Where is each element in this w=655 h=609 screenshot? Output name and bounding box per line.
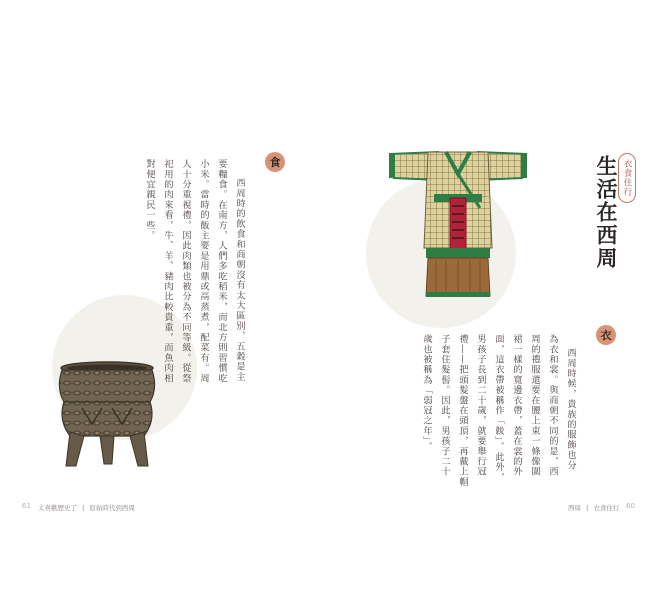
left-footer [38, 503, 135, 512]
title-category-tag: 衣食住行 [618, 153, 636, 203]
footer-separator: | [82, 504, 85, 512]
clothing-section-badge: 衣 [596, 325, 616, 345]
left-column-6: 對便宜親民一些。 [144, 159, 155, 241]
left-column-1: 西周時的飲食和商朝沒有太大區別，五穀是主 [234, 178, 245, 382]
footer-section: 衣食住行 [593, 504, 620, 512]
footer-separator: | [586, 504, 589, 512]
right-page-number: 60 [626, 502, 635, 510]
page-title: 生活在西周 [594, 155, 618, 270]
right-column-2: 為衣和裳。與商朝不同的是，西 [547, 334, 558, 477]
food-section-badge: 食 [265, 152, 285, 172]
right-column-3: 周的禮服還要在腰上束一條像圍 [529, 334, 540, 477]
right-column-5: 面，這衣帶被稱作「韍」。此外， [493, 334, 504, 483]
left-column-3: 小米。當時的飯主要是用鼎或鬲蒸煮，配菜有。周 [198, 159, 209, 384]
footer-dynasty: 西周 [568, 504, 581, 512]
left-column-5: 祀用的肉來看，牛、羊、豬肉比較貴重，而魚肉相 [162, 159, 173, 384]
right-column-1: 西周時候，貴族的服飾也分 [565, 348, 576, 471]
right-column-6: 男孩子長到二十歲，就要舉行冠 [475, 334, 486, 477]
left-column-4: 人十分重視禮，因此肉類也被分為不同等級。從祭 [180, 159, 191, 384]
right-column-8: 子套住髮髻。因此，男孩子二十 [439, 334, 450, 477]
left-column-2: 要糧食。在南方，人們多吃稻米，而北方則習慣吃 [216, 159, 227, 384]
left-page-number: 61 [22, 502, 31, 510]
right-column-9: 歲也被稱為「弱冠之年」。 [421, 334, 432, 452]
chapter-title: 原始時代到西周 [89, 504, 135, 512]
right-column-4: 裙一樣的寬邊衣帶，蓋在裳的外 [511, 334, 522, 477]
western-zhou-robe-illustration [388, 148, 528, 300]
bronze-vessel-illustration [52, 358, 162, 470]
right-footer [568, 503, 619, 512]
book-title: 太喜歡歷史了 [38, 504, 77, 512]
right-column-7: 禮——把頭髮盤在頭頂，再戴上帽 [457, 334, 468, 487]
